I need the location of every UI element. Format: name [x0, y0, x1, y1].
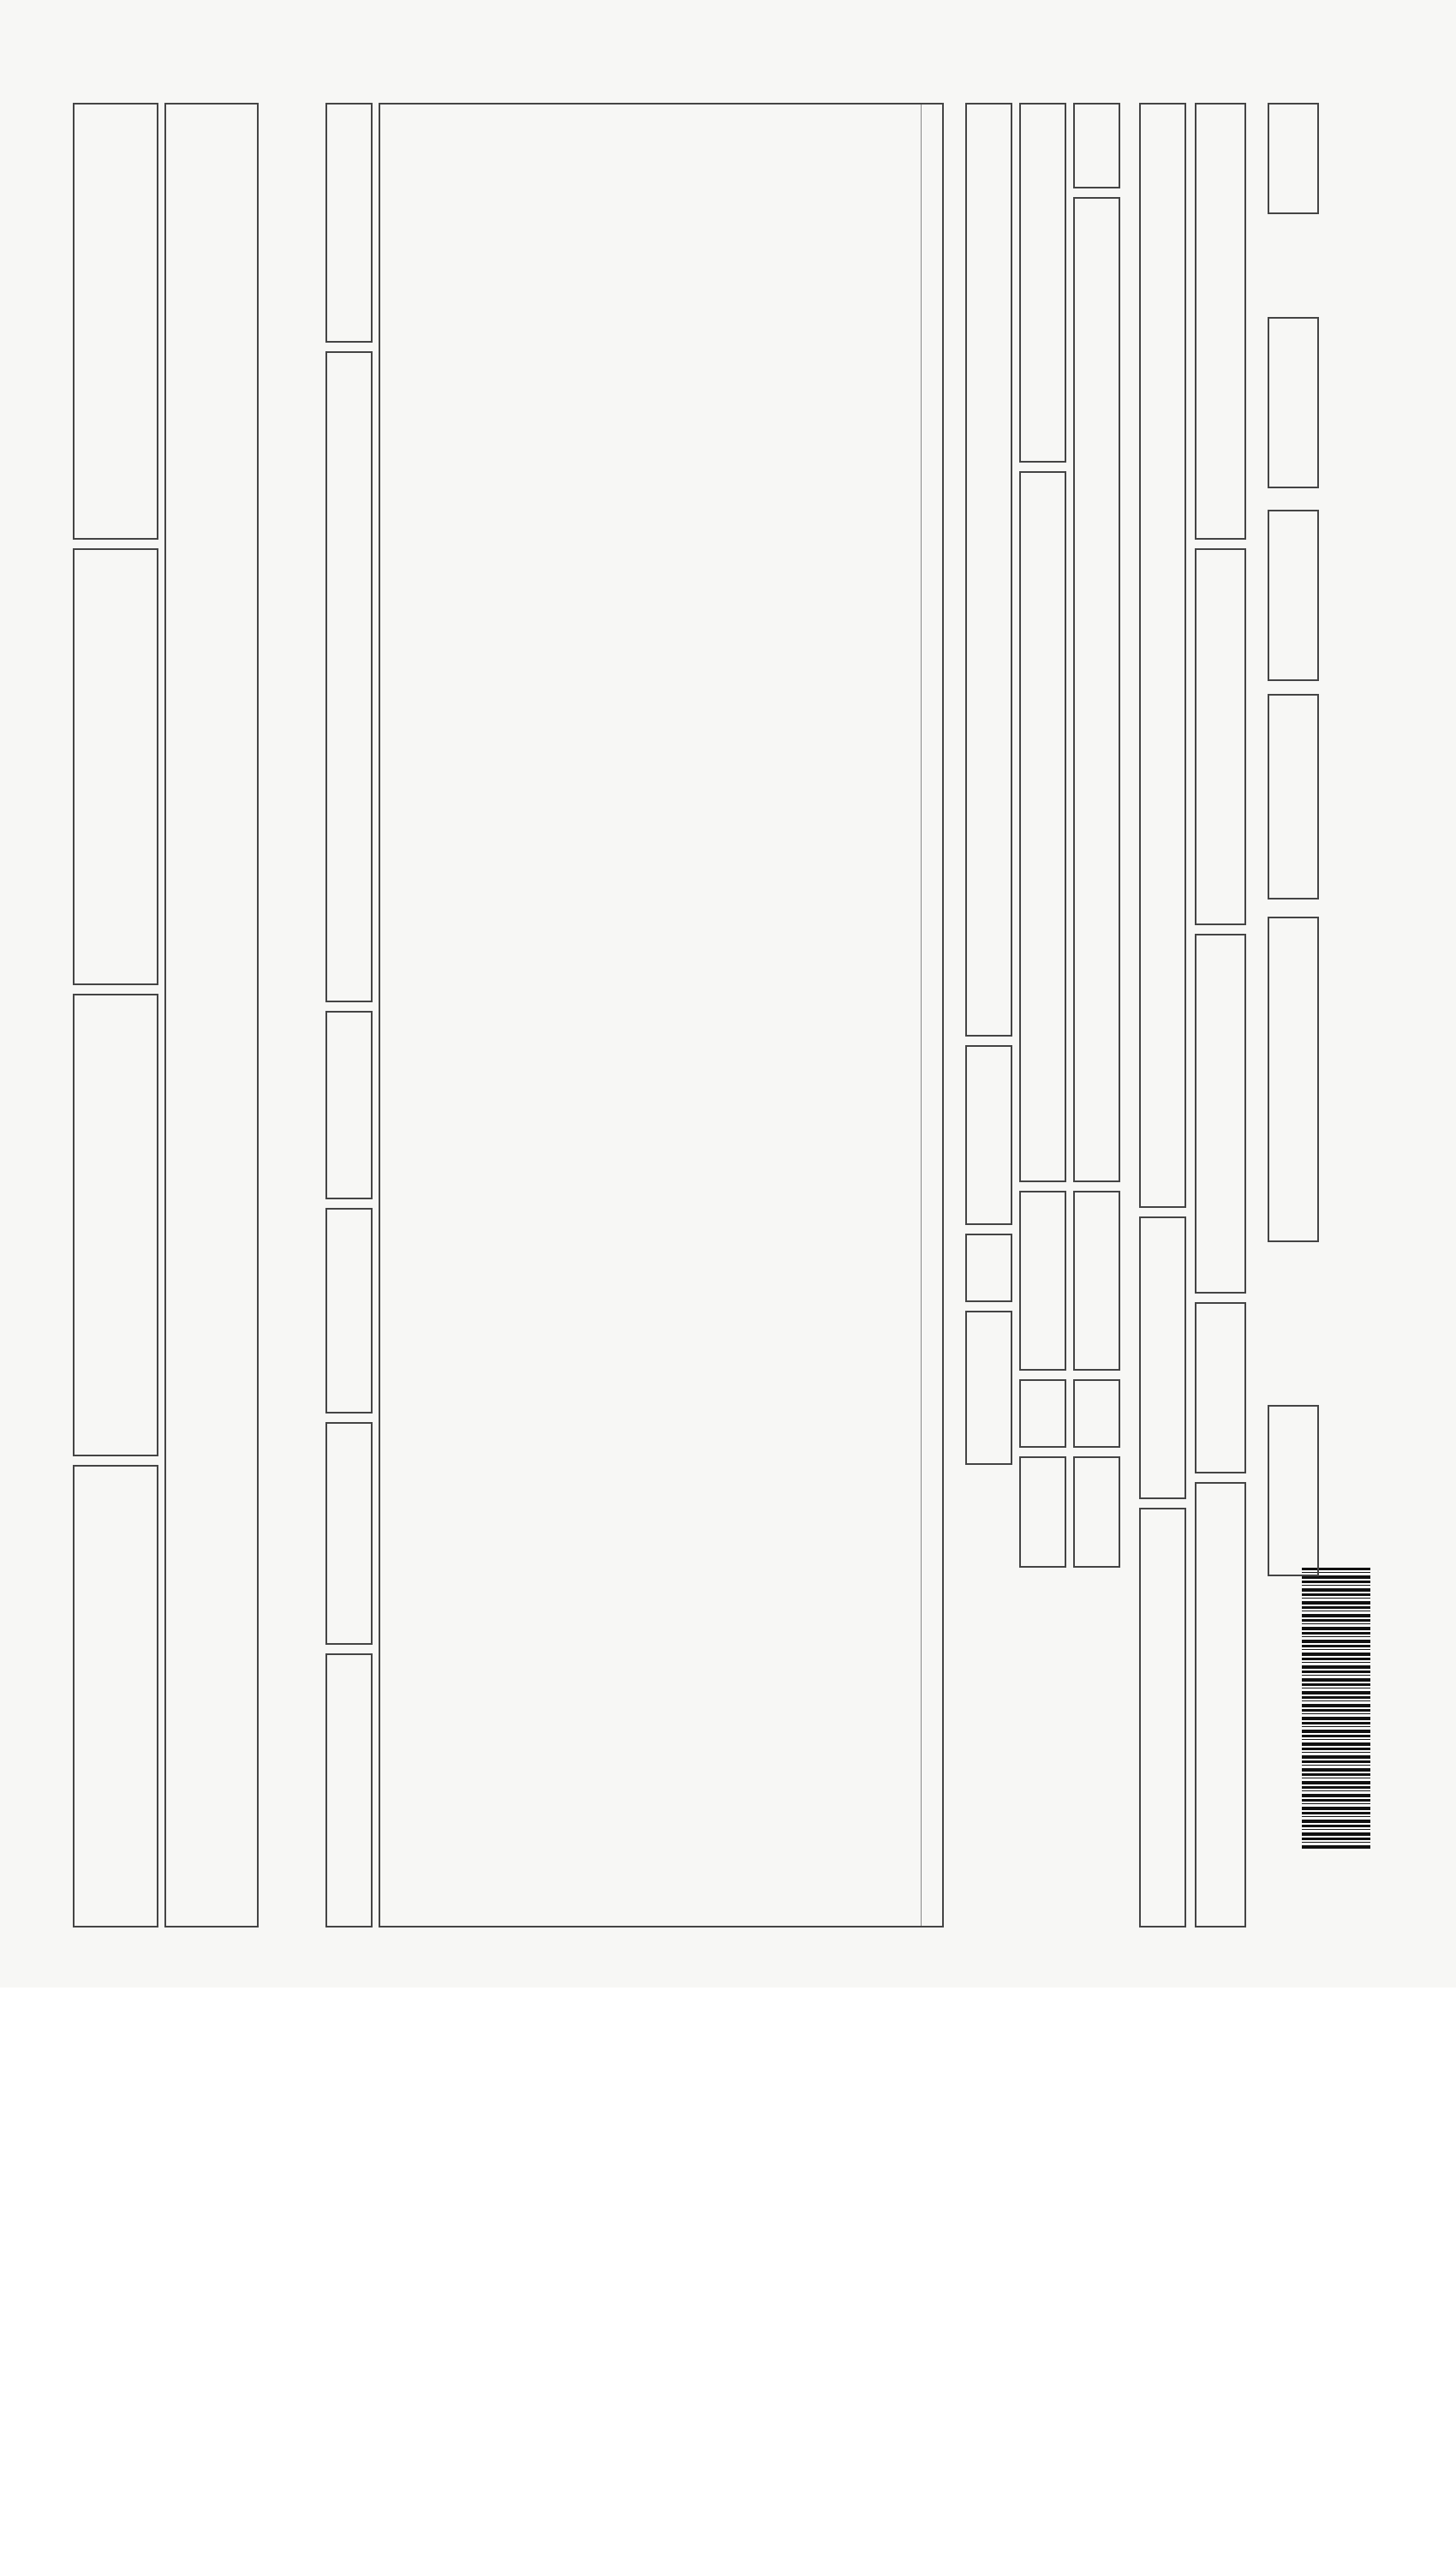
nome-box — [1139, 103, 1186, 1208]
tipo-atendimento-box — [325, 351, 373, 1002]
cro-solicitante-box — [1073, 1191, 1120, 1371]
prof-solicitante-box — [1073, 197, 1120, 1182]
total-us-box — [325, 1208, 373, 1414]
table-header — [921, 105, 942, 1926]
dental-treatment-form — [51, 94, 1387, 1979]
tipo-faturamento-box — [325, 1011, 373, 1199]
empresa-box — [1195, 934, 1246, 1294]
plano-box — [1195, 548, 1246, 925]
data-emissao-box — [1268, 317, 1319, 488]
total-franquia-box — [325, 1653, 373, 1928]
registro-ans-box — [1268, 103, 1319, 214]
cd-solicitante-sig-box — [73, 103, 158, 540]
validade-senha-box — [1268, 1405, 1319, 1576]
guia-principal-box — [1268, 917, 1319, 1242]
observacao-box — [164, 103, 259, 1928]
beneficiario-sig-box — [73, 994, 158, 1456]
cbo-prof-box — [965, 1311, 1012, 1465]
cnes-box — [1019, 1456, 1066, 1568]
cd-executante-sig-box — [73, 548, 158, 985]
senha-box — [1268, 694, 1319, 900]
cns-box — [1195, 1482, 1246, 1928]
titular-box — [1139, 1508, 1186, 1928]
previsao-box — [325, 103, 373, 343]
rn-box — [1073, 103, 1120, 188]
empresa-carimbo-box — [73, 1465, 158, 1928]
cro-executante-box — [1019, 1191, 1066, 1371]
carteira-box — [1195, 103, 1246, 540]
uf-executante-box — [1019, 1379, 1066, 1448]
data-autorizacao-box — [1268, 510, 1319, 681]
cro-prof-box — [965, 1045, 1012, 1225]
telefone-box — [1139, 1216, 1186, 1499]
contratado-executante-box — [1019, 471, 1066, 1182]
cbo-solicitante-box — [1073, 1456, 1120, 1568]
cod-operadora-box — [1019, 103, 1066, 463]
total-valor-box — [325, 1422, 373, 1645]
procedures-table — [379, 103, 944, 1928]
uf-solicitante-box — [1073, 1379, 1120, 1448]
prof-executante-box — [965, 103, 1012, 1037]
uf-prof-box — [965, 1234, 1012, 1302]
validade-carteira-box — [1195, 1302, 1246, 1473]
